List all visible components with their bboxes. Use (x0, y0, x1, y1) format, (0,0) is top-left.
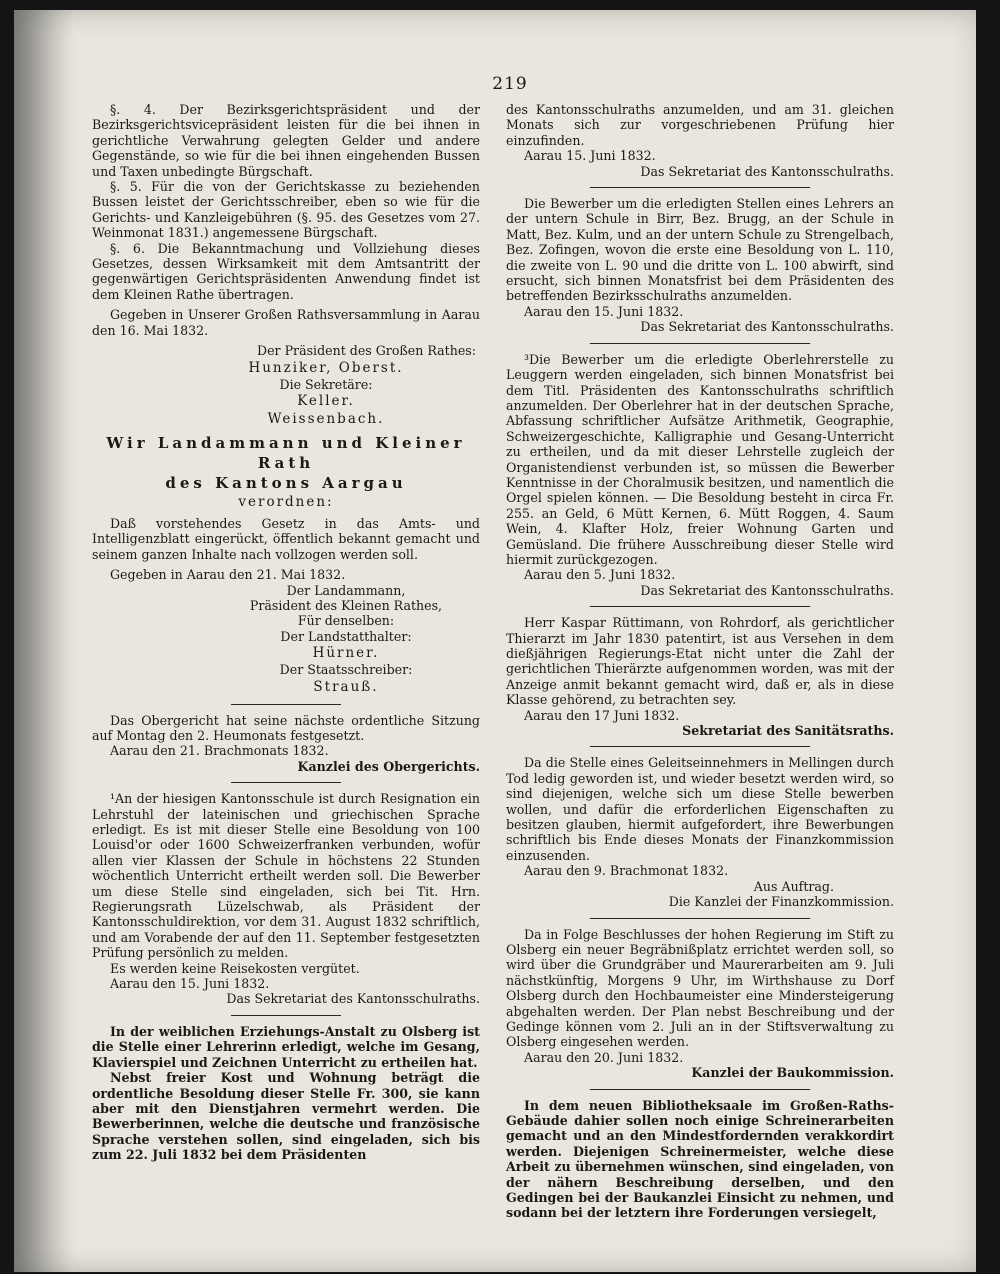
divider (590, 746, 810, 747)
divider (590, 187, 810, 188)
ruettimann-date: Aarau den 17 Juni 1832. (524, 707, 680, 723)
mellingen-date: Aarau den 9. Brachmonat 1832. (524, 863, 729, 879)
mellingen-notice: Da die Stelle eines Geleitseinnehmers in Mellingen durch Tod ledig geworden ist, und wieder besetzt werden wird, so sind diejenigen, welche sich um diese Stelle bewerben wollen, und dafür die erforderlichen Eigenschaften zu besitzen glauben, hiermit aufgefordert, ihre Bewerbungen schriftlich bis Ende dieses Monats der Finanzkommission einzusenden. (506, 755, 894, 863)
stift-signature: Kanzlei der Baukommission. (691, 1065, 894, 1081)
paragraph-section-5: §. 5. Für die von der Gerichtskasse zu beziehenden Bussen leistet der Gerichtsschreiber, eben so wie für die Gerichts- und Kanzleigebühren (§. 95. des Gesetzes vom 27. Weinmonat 1831.) angemessene Bürgschaft. (92, 179, 480, 241)
landstatthalter-title: Der Landstatthalter: (280, 628, 412, 644)
page-number: 219 (492, 74, 528, 94)
right-column (506, 102, 894, 1221)
left-column (92, 102, 480, 1163)
decree-heading-2: des Kantons Aargau (165, 473, 407, 492)
ruettimann-signature: Sekretariat des Sanitätsraths. (682, 723, 894, 739)
divider (231, 782, 341, 783)
given-statement-2: Gegeben in Aarau den 21. Mai 1832. (110, 567, 346, 583)
bibliothek-notice: In dem neuen Bibliotheksaale im Großen-Raths-Gebäude dahier sollen noch einige Schreinerarbeiten gemacht und an den Mindestfordernden verakkordirt werden. Diejenigen Schreinermeister, welche diese Arbeit zu übernehmen wünschen, sind eingeladen, von der nähern Beschreibung derselben, und den Gedingen bei der Baukanzlei Einsicht zu nehmen, und sodann bei der letztern ihre Forderungen versiegelt, (506, 1097, 894, 1221)
president-name: Hunziker, Oberst. (248, 359, 404, 376)
leuggern-signature: Das Sekretariat des Kantonsschulraths. (640, 582, 894, 598)
small-council-president: Präsident des Kleinen Rathes, (249, 597, 443, 613)
secretary-name-2: Weissenbach. (267, 410, 385, 427)
divider (231, 704, 341, 705)
divider (590, 918, 810, 919)
birr-signature: Das Sekretariat des Kantonsschulraths. (640, 319, 894, 335)
leuggern-date: Aarau den 5. Juni 1832. (524, 567, 676, 583)
obergericht-date: Aarau den 21. Brachmonats 1832. (110, 743, 329, 759)
stift-date: Aarau den 20. Juni 1832. (524, 1049, 684, 1065)
stift-notice: Da in Folge Beschlusses der hohen Regierung im Stift zu Olsberg ein neuer Begräbnißplatz errichtet werden soll, so wird über die Grundgräber und Maurerarbeiten am 9. Juli nächstkünftig, Morgens 9 Uhr, im Wirthshause zu Dorf Olsberg durch den Hochbaumeister eine Mindersteigerung abgehalten werden. Der Plan nebst Beschreibung und der Gedinge können vom 2. Juli an in der Stiftsverwaltung zu Olsberg eingesehen werden. (506, 926, 894, 1050)
staatsschreiber-title: Der Staatsschreiber: (279, 662, 413, 678)
mellingen-signature: Die Kanzlei der Finanzkommission. (668, 894, 894, 910)
mellingen-auftrag: Aus Auftrag. (753, 878, 834, 894)
divider (231, 1015, 341, 1016)
continued-notice: des Kantonsschulraths anzumelden, und am 31. gleichen Monats sich zur vorgeschriebenen Prüfung hier einzufinden. (506, 102, 894, 148)
ordain-paragraph: Daß vorstehendes Gesetz in das Amts- und Intelligenzblatt eingerückt, öffentlich bekannt gemacht und seinem ganzen Inhalte nach vollzogen werden soll. (92, 515, 480, 562)
decree-heading-3: verordnen: (238, 493, 334, 510)
olsberg-salary: Nebst freier Kost und Wohnung beträgt die ordentliche Besoldung dieser Stelle Fr. 300, sie kann aber mit den Dienstjahren vermehrt werden. Die Bewerberinnen, welche die deutsche und französische Sprache verstehen sollen, sind eingeladen, sich bis zum 22. Juli 1832 bei dem Präsidenten (92, 1070, 480, 1163)
divider (590, 606, 810, 607)
continued-date: Aarau 15. Juni 1832. (524, 148, 656, 164)
strauss-name: Strauß. (313, 678, 379, 695)
kantonsschule-date: Aarau den 15. Juni 1832. (110, 976, 270, 992)
divider (590, 1089, 810, 1090)
obergericht-signature: Kanzlei des Obergerichts. (297, 758, 480, 774)
decree-heading-1: Wir Landammann und Kleiner Rath (106, 433, 466, 472)
leuggern-notice: ³Die Bewerber um die erledigte Oberlehrerstelle zu Leuggern werden eingeladen, sich binnen Monatsfrist bei dem Titl. Präsidenten des Kantonsschulraths schriftlich anzumelden. Der Oberlehrer hat in der deutschen Sprache, Abfassung schriftlicher Aufsätze Arithmetik, Geographie, Schweizergeschichte, Kalligraphie und Gesang-Unterricht zu ertheilen, und da mit dieser Lehrstelle zugleich der Organistendienst verbunden ist, so müssen die Bewerber Kenntnisse in der Choralmusik besitzen, und namentlich die Orgel spielen können. — Die Besoldung besteht in circa Fr. 255. an Geld, 6 Mütt Kernen, 6. Mütt Roggen, 4. Saum Wein, 4. Klafter Holz, freier Wohnung Garten und Gemüsland. Die frühere Ausschreibung dieser Stelle wird hiermit zurückgezogen. (506, 351, 894, 567)
huerner-name: Hürner. (312, 645, 380, 662)
ruettimann-notice: Herr Kaspar Rüttimann, von Rohrdorf, als gerichtlicher Thierarzt im Jahr 1830 patentirt, ist aus Versehen in dem dießjährigen Regierungs-Etat nicht unter die Zahl der gerichtlichen Thierärzte aufgenommen worden, was mit der Anzeige anmit bekannt gemacht wird, daß er, als in diese Klasse gehörend, zu betrachten sey. (506, 615, 894, 708)
landammann-title: Der Landammann, (286, 582, 406, 598)
president-title: Der Präsident des Großen Rathes: (257, 343, 476, 359)
kantonsschule-travel: Es werden keine Reisekosten vergütet. (110, 960, 360, 976)
given-statement-1: Gegeben in Unserer Großen Rathsversammlung in Aarau den 16. Mai 1832. (92, 307, 480, 338)
for-the-same: Für denselben: (297, 613, 395, 629)
continued-signature: Das Sekretariat des Kantonsschulraths. (640, 163, 894, 179)
kantonsschule-signature: Das Sekretariat des Kantonsschulraths. (226, 991, 480, 1007)
paragraph-section-6: §. 6. Die Bekanntmachung und Vollziehung dieses Gesetzes, dessen Wirksamkeit mit dem Amtsantritt der gegenwärtigen Gerichtspräsidenten Anwendung findet ist dem Kleinen Rathe übertragen. (92, 240, 480, 302)
kantonsschule-notice: ¹An der hiesigen Kantonsschule ist durch Resignation ein Lehrstuhl der lateinischen und griechischen Sprache erledigt. Es ist mit dieser Stelle eine Besoldung von 100 Louisd'or oder 1600 Schweizerfranken verbunden, wofür allen vier Klassen der Schule in höchstens 22 Stunden wöchentlich Unterricht ertheilt werden soll. Die Bewerber um diese Stelle sind eingeladen, sich bei Tit. Hrn. Regierungsrath Lüzelschwab, als Präsident der Kantonsschuldirektion, vor dem 31. August 1832 schriftlich, und am Vorabende der auf den 11. September festgesetzten Prüfung persönlich zu melden. (92, 791, 480, 961)
secretary-name-1: Keller. (297, 392, 355, 409)
paragraph-section-4: §. 4. Der Bezirksgerichtspräsident und der Bezirksgerichtsvicepräsident leisten für die bei ihnen in gerichtliche Verwahrung gelegten Gelder und andere Gegenstände, so wie für die bei ihnen eingehenden Bussen und Taxen unbedingte Bürgschaft. (92, 102, 480, 179)
page-fold-shadow (14, 10, 74, 1272)
divider (590, 343, 810, 344)
secretaries-title: Die Sekretäre: (279, 376, 373, 392)
olsberg-notice: In der weiblichen Erziehungs-Anstalt zu Olsberg ist die Stelle einer Lehrerinn erledigt, welche im Gesang, Klavierspiel und Zeichnen Unterricht zu ertheilen hat. (92, 1023, 480, 1070)
obergericht-notice: Das Obergericht hat seine nächste ordentliche Sitzung auf Montag den 2. Heumonats festgesetzt. (92, 712, 480, 743)
birr-notice: Die Bewerber um die erledigten Stellen eines Lehrers an der untern Schule in Birr, Bez. Brugg, an der Schule in Matt, Bez. Kulm, und an der untern Schule zu Strengelbach, Bez. Zofingen, wovon die erste eine Besoldung von L. 110, die zweite von L. 90 und die dritte von L. 100 abwirft, sind ersucht, sich binnen Monatsfrist bei dem Präsidenten des betreffenden Bezirksschulraths anzumelden. (506, 196, 894, 304)
birr-date: Aarau den 15. Juni 1832. (524, 303, 684, 319)
